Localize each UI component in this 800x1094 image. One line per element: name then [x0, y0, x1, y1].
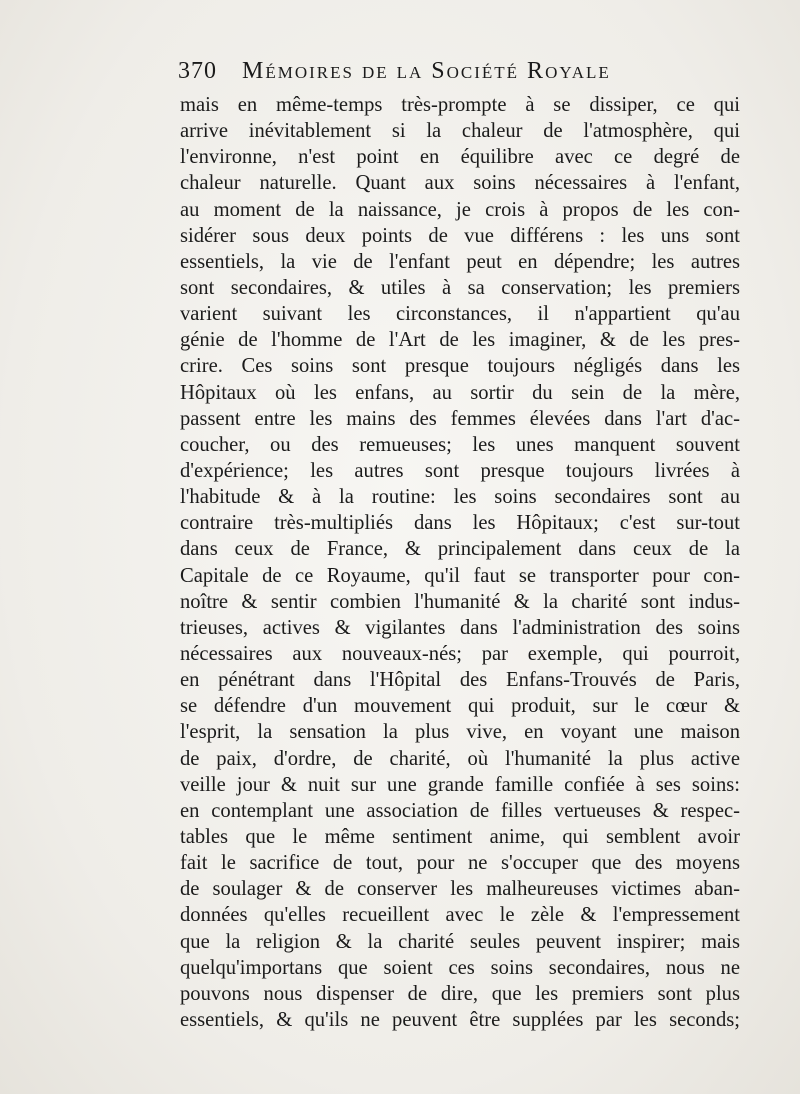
text-line: nécessaires aux nouveaux-nés; par exemple, qui pourroit,	[180, 642, 740, 665]
text-line: l'environne, n'est point en équilibre avec ce degré de	[180, 146, 740, 169]
text-line: quelqu'importans que soient ces soins secondaires, nous ne	[180, 956, 740, 979]
page-header	[178, 56, 738, 92]
text-line: contraire très-multipliés dans les Hôpitaux; c'est sur-tout	[180, 512, 740, 535]
text-line: crire. Ces soins sont presque toujours négligés dans les	[180, 355, 740, 378]
text-line: pouvons nous dispenser de dire, que les premiers sont plus	[180, 982, 740, 1005]
text-line: dans ceux de France, & principalement dans ceux de la	[180, 538, 740, 561]
text-line: varient suivant les circonstances, il n'appartient qu'au	[180, 303, 740, 326]
text-line: chaleur naturelle. Quant aux soins nécessaires à l'enfant,	[180, 172, 740, 195]
text-line: génie de l'homme de l'Art de les imaginer, & de les pres-	[180, 329, 740, 352]
text-line: noître & sentir combien l'humanité & la charité sont indus-	[180, 590, 740, 613]
text-line: données qu'elles recueillent avec le zèle & l'empressement	[180, 904, 740, 927]
body-text	[180, 92, 740, 1033]
text-line: d'expérience; les autres sont presque toujours livrées à	[180, 459, 740, 482]
text-line: de soulager & de conserver les malheureuses victimes aban-	[180, 878, 740, 901]
text-line: fait le sacrifice de tout, pour ne s'occuper que des moyens	[180, 852, 740, 875]
text-line: essentiels, la vie de l'enfant peut en dépendre; les autres	[180, 250, 740, 273]
text-line: l'habitude & à la routine: les soins secondaires sont au	[180, 486, 740, 509]
page-number: 370	[178, 58, 217, 84]
text-line: Capitale de ce Royaume, qu'il faut se transporter pour con-	[180, 564, 740, 587]
text-line: arrive inévitablement si la chaleur de l'atmosphère, qui	[180, 120, 740, 143]
text-line: que la religion & la charité seules peuvent inspirer; mais	[180, 930, 740, 953]
text-line: l'esprit, la sensation la plus vive, en voyant une maison	[180, 721, 740, 744]
running-title: Mémoires de la Société Royale	[242, 58, 611, 84]
text-line: se défendre d'un mouvement qui produit, sur le cœur &	[180, 695, 740, 718]
text-line: mais en même-temps très-prompte à se dissiper, ce qui	[180, 94, 740, 116]
text-line: de paix, d'ordre, de charité, où l'humanité la plus active	[180, 747, 740, 770]
text-line: passent entre les mains des femmes élevées dans l'art d'ac-	[180, 407, 740, 430]
text-line: sidérer sous deux points de vue différens : les uns sont	[180, 224, 740, 247]
text-line: veille jour & nuit sur une grande famille confiée à ses soins:	[180, 773, 740, 796]
text-line: trieuses, actives & vigilantes dans l'administration des soins	[180, 616, 740, 639]
text-line: en pénétrant dans l'Hôpital des Enfans-Trouvés de Paris,	[180, 669, 740, 692]
text-line: au moment de la naissance, je crois à propos de les con-	[180, 198, 740, 221]
text-line: coucher, ou des remueuses; les unes manquent souvent	[180, 433, 740, 456]
text-line: essentiels, & qu'ils ne peuvent être supplées par les seconds;	[180, 1008, 740, 1031]
text-line: Hôpitaux où les enfans, au sortir du sein de la mère,	[180, 381, 740, 404]
text-line: sont secondaires, & utiles à sa conservation; les premiers	[180, 276, 740, 299]
text-line: tables que le même sentiment anime, qui semblent avoir	[180, 825, 740, 848]
text-line: en contemplant une association de filles vertueuses & respec-	[180, 799, 740, 822]
